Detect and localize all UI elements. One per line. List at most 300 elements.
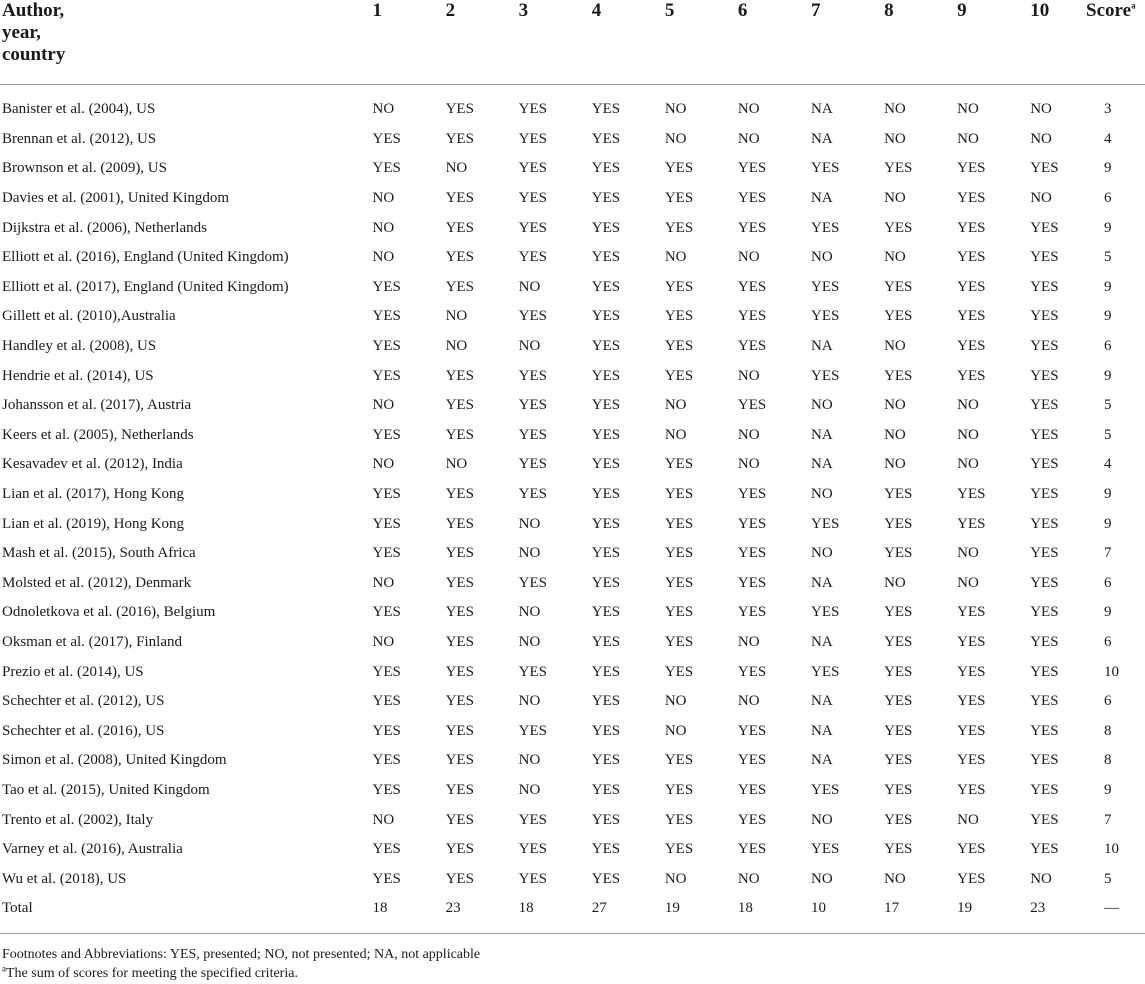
score-cell: 8	[1104, 722, 1112, 739]
criterion-9-cell: YES	[957, 249, 986, 266]
criterion-3-cell: NO	[518, 752, 541, 769]
header-criterion-6: 6	[738, 0, 811, 85]
table-row	[0, 125, 1145, 155]
table-row	[0, 746, 1145, 776]
criterion-2-cell: NO	[445, 308, 468, 325]
criterion-3-cell: YES	[518, 574, 548, 591]
author-cell: Simon et al. (2008), United Kingdom	[2, 752, 227, 769]
criterion-8-cell: YES	[884, 308, 913, 325]
criterion-7-cell: NO	[810, 486, 833, 503]
criterion-7-cell: NO	[810, 545, 833, 562]
criterion-1-cell: YES	[372, 367, 401, 384]
criterion-8-cell: YES	[884, 486, 913, 503]
criterion-6-cell: NO	[737, 249, 760, 266]
criterion-4-cell: YES	[591, 604, 621, 621]
footnote-score-definition: $^a$The sum of scores for meeting the specified criteria.	[2, 963, 298, 981]
criterion-3-cell: YES	[518, 397, 548, 414]
criterion-1-cell: NO	[372, 190, 395, 207]
criterion-9-cell: YES	[957, 722, 986, 739]
criterion-6-cell: YES	[737, 545, 767, 562]
criterion-10-cell: YES	[1030, 545, 1059, 562]
score-cell: 9	[1104, 308, 1112, 325]
criterion-2-cell: YES	[445, 249, 474, 266]
criterion-10-cell: YES	[1030, 397, 1059, 414]
criterion-9-cell: YES	[957, 841, 986, 858]
table-row	[0, 539, 1145, 569]
criterion-2-cell: 23	[445, 900, 461, 917]
author-cell: Lian et al. (2019), Hong Kong	[2, 515, 185, 532]
criterion-6-cell: YES	[737, 515, 767, 532]
criterion-1-cell: NO	[372, 101, 395, 118]
criterion-3-cell: NO	[518, 781, 541, 798]
author-cell: Keers et al. (2005), Netherlands	[2, 426, 194, 443]
criterion-1-cell: YES	[372, 604, 401, 621]
table-row	[0, 243, 1145, 273]
score-cell: 9	[1104, 604, 1112, 621]
criterion-1-cell: YES	[372, 160, 401, 177]
criterion-1-cell: NO	[372, 397, 395, 414]
criterion-4-cell: YES	[591, 752, 621, 769]
criterion-3-cell: YES	[518, 456, 548, 473]
table-row	[0, 302, 1145, 332]
criterion-10-cell: YES	[1030, 278, 1059, 295]
criterion-5-cell: YES	[664, 338, 694, 355]
criterion-4-cell: YES	[591, 663, 621, 680]
criterion-5-cell: YES	[664, 604, 694, 621]
criterion-2-cell: YES	[445, 633, 474, 650]
header-author: Author, year, country	[0, 0, 373, 85]
criterion-7-cell: NO	[810, 870, 833, 887]
criterion-8-cell: YES	[884, 515, 913, 532]
header-criterion-2: 2	[446, 0, 519, 85]
criterion-5-cell: NO	[664, 101, 687, 118]
criterion-7-cell: YES	[810, 160, 840, 177]
criterion-5-cell: NO	[664, 130, 687, 147]
criterion-8-cell: NO	[884, 426, 906, 443]
criterion-2-cell: YES	[445, 515, 474, 532]
criterion-2-cell: YES	[445, 781, 474, 798]
criterion-7-cell: NA	[810, 693, 833, 710]
criterion-10-cell: YES	[1030, 781, 1059, 798]
author-cell: Banister et al. (2004), US	[2, 101, 156, 118]
criterion-9-cell: YES	[957, 752, 986, 769]
table-row	[0, 95, 1145, 125]
criterion-7-cell: NA	[810, 633, 833, 650]
criterion-5-cell: NO	[664, 722, 687, 739]
criterion-4-cell: YES	[591, 693, 621, 710]
criterion-10-cell: YES	[1030, 219, 1059, 236]
criterion-10-cell: NO	[1030, 130, 1052, 147]
criterion-9-cell: NO	[957, 456, 979, 473]
criterion-1-cell: YES	[372, 515, 401, 532]
criterion-5-cell: NO	[664, 397, 687, 414]
criterion-8-cell: YES	[884, 219, 913, 236]
header-criterion-4: 4	[592, 0, 665, 85]
criterion-3-cell: YES	[518, 486, 548, 503]
criterion-4-cell: YES	[591, 190, 621, 207]
criterion-10-cell: YES	[1030, 693, 1059, 710]
criterion-7-cell: 10	[810, 900, 826, 917]
author-cell: Kesavadev et al. (2012), India	[2, 456, 183, 473]
criterion-6-cell: NO	[737, 693, 760, 710]
criterion-9-cell: YES	[957, 190, 986, 207]
criterion-6-cell: YES	[737, 663, 767, 680]
author-cell: Tao et al. (2015), United Kingdom	[2, 781, 210, 798]
criterion-4-cell: YES	[591, 101, 621, 118]
criterion-9-cell: YES	[957, 278, 986, 295]
header-row	[0, 0, 1145, 85]
criterion-9-cell: YES	[957, 870, 986, 887]
criterion-1-cell: YES	[372, 486, 401, 503]
criterion-5-cell: NO	[664, 693, 687, 710]
criterion-4-cell: YES	[591, 486, 621, 503]
author-cell: Oksman et al. (2017), Finland	[2, 633, 182, 650]
criterion-6-cell: YES	[737, 574, 767, 591]
criterion-8-cell: YES	[884, 160, 913, 177]
criterion-7-cell: YES	[810, 278, 840, 295]
criterion-10-cell: YES	[1030, 722, 1059, 739]
criterion-6-cell: YES	[737, 781, 767, 798]
criterion-6-cell: NO	[737, 870, 760, 887]
criterion-2-cell: YES	[445, 367, 474, 384]
criterion-9-cell: YES	[957, 633, 986, 650]
author-cell: Elliott et al. (2016), England (United Kingdom)	[2, 249, 289, 266]
criterion-8-cell: NO	[884, 249, 906, 266]
table-row	[0, 598, 1145, 628]
criterion-8-cell: NO	[884, 574, 906, 591]
criterion-10-cell: NO	[1030, 101, 1052, 118]
table-row	[0, 628, 1145, 658]
criterion-7-cell: NA	[810, 456, 833, 473]
criterion-8-cell: YES	[884, 604, 913, 621]
table-row	[0, 569, 1145, 599]
criterion-2-cell: YES	[445, 545, 474, 562]
score-cell: 6	[1104, 693, 1112, 710]
criterion-2-cell: YES	[445, 219, 474, 236]
score-cell: 5	[1104, 397, 1112, 414]
criterion-10-cell: YES	[1030, 486, 1059, 503]
table-row	[0, 391, 1145, 421]
author-cell: Davies et al. (2001), United Kingdom	[2, 190, 230, 207]
criterion-4-cell: YES	[591, 278, 621, 295]
criterion-3-cell: YES	[518, 663, 548, 680]
criterion-1-cell: YES	[372, 426, 401, 443]
criterion-1-cell: NO	[372, 811, 395, 828]
criterion-7-cell: YES	[810, 308, 840, 325]
criterion-9-cell: NO	[957, 101, 979, 118]
author-cell: Handley et al. (2008), US	[2, 338, 157, 355]
author-cell: Mash et al. (2015), South Africa	[2, 545, 196, 562]
author-cell: Hendrie et al. (2014), US	[2, 367, 154, 384]
table-row	[0, 716, 1145, 746]
table-row	[0, 450, 1145, 480]
criterion-4-cell: YES	[591, 515, 621, 532]
table-row	[0, 361, 1145, 391]
score-cell: 6	[1104, 190, 1112, 207]
criterion-6-cell: YES	[737, 811, 767, 828]
criterion-8-cell: YES	[884, 722, 913, 739]
table-row	[0, 154, 1145, 184]
criterion-4-cell: YES	[591, 781, 621, 798]
score-cell: 9	[1104, 219, 1112, 236]
table-row	[0, 213, 1145, 243]
criterion-6-cell: YES	[737, 722, 767, 739]
criterion-3-cell: YES	[518, 190, 548, 207]
author-cell: Johansson et al. (2017), Austria	[2, 397, 192, 414]
score-cell: 9	[1104, 781, 1112, 798]
criterion-10-cell: YES	[1030, 160, 1059, 177]
criterion-4-cell: YES	[591, 841, 621, 858]
table-row	[0, 480, 1145, 510]
criterion-5-cell: YES	[664, 367, 694, 384]
criterion-2-cell: YES	[445, 426, 474, 443]
criterion-5-cell: NO	[664, 870, 687, 887]
author-cell: Dijkstra et al. (2006), Netherlands	[2, 219, 207, 236]
criterion-7-cell: NA	[810, 426, 833, 443]
criterion-2-cell: YES	[445, 101, 474, 118]
criterion-6-cell: YES	[737, 486, 767, 503]
criterion-8-cell: NO	[884, 338, 906, 355]
score-cell: 5	[1104, 870, 1112, 887]
criterion-8-cell: YES	[884, 781, 913, 798]
criterion-9-cell: NO	[957, 545, 979, 562]
criterion-5-cell: YES	[664, 663, 694, 680]
total-row	[0, 894, 1145, 923]
score-cell: 9	[1104, 367, 1112, 384]
criterion-9-cell: YES	[957, 486, 986, 503]
author-cell: Molsted et al. (2012), Denmark	[2, 574, 192, 591]
criterion-3-cell: NO	[518, 633, 541, 650]
score-cell: 4	[1104, 456, 1112, 473]
criterion-5-cell: YES	[664, 811, 694, 828]
criterion-2-cell: YES	[445, 486, 474, 503]
table-row	[0, 332, 1145, 362]
criterion-7-cell: NO	[810, 811, 833, 828]
criterion-4-cell: YES	[591, 219, 621, 236]
criterion-3-cell: 18	[518, 900, 534, 917]
criterion-4-cell: YES	[591, 308, 621, 325]
criterion-1-cell: YES	[372, 722, 401, 739]
criterion-6-cell: YES	[737, 604, 767, 621]
criterion-3-cell: YES	[518, 101, 548, 118]
criterion-6-cell: NO	[737, 130, 760, 147]
criterion-1-cell: YES	[372, 308, 401, 325]
criterion-2-cell: YES	[445, 841, 474, 858]
criterion-1-cell: NO	[372, 219, 395, 236]
criterion-2-cell: NO	[445, 338, 468, 355]
criterion-8-cell: YES	[884, 841, 913, 858]
criterion-2-cell: YES	[445, 811, 474, 828]
criterion-10-cell: YES	[1030, 426, 1059, 443]
criterion-3-cell: YES	[518, 308, 548, 325]
criterion-10-cell: YES	[1030, 456, 1059, 473]
author-cell: Brownson et al. (2009), US	[2, 160, 167, 177]
criterion-8-cell: YES	[884, 278, 913, 295]
criterion-4-cell: YES	[591, 130, 621, 147]
table-row	[0, 864, 1145, 894]
criterion-10-cell: YES	[1030, 515, 1059, 532]
criterion-10-cell: 23	[1030, 900, 1046, 917]
criterion-3-cell: YES	[518, 870, 548, 887]
table-row	[0, 184, 1145, 214]
criterion-2-cell: YES	[445, 604, 474, 621]
criterion-7-cell: NA	[810, 574, 833, 591]
criterion-5-cell: YES	[664, 545, 694, 562]
score-cell: 8	[1104, 752, 1112, 769]
header-criterion-7: 7	[811, 0, 884, 85]
criterion-1-cell: NO	[372, 456, 395, 473]
criterion-1-cell: YES	[372, 870, 401, 887]
criterion-7-cell: YES	[810, 663, 840, 680]
criterion-9-cell: YES	[957, 515, 986, 532]
table-row	[0, 421, 1145, 451]
criterion-1-cell: NO	[372, 633, 395, 650]
criterion-2-cell: YES	[445, 752, 474, 769]
score-cell: 9	[1104, 515, 1112, 532]
criterion-1-cell: YES	[372, 663, 401, 680]
criterion-9-cell: YES	[957, 604, 986, 621]
criterion-3-cell: YES	[518, 811, 548, 828]
criterion-6-cell: YES	[737, 308, 767, 325]
criterion-6-cell: NO	[737, 426, 760, 443]
criterion-8-cell: YES	[884, 367, 913, 384]
criterion-2-cell: YES	[445, 722, 474, 739]
criterion-8-cell: YES	[884, 811, 913, 828]
score-cell: 9	[1104, 278, 1112, 295]
criterion-7-cell: YES	[810, 841, 840, 858]
criterion-9-cell: NO	[957, 811, 979, 828]
author-cell: Gillett et al. (2010),Australia	[2, 308, 176, 325]
criterion-8-cell: YES	[884, 633, 913, 650]
table-row	[0, 657, 1145, 687]
score-cell: 9	[1104, 486, 1112, 503]
criterion-3-cell: YES	[518, 722, 548, 739]
criterion-4-cell: YES	[591, 633, 621, 650]
criterion-7-cell: YES	[810, 367, 840, 384]
table-row	[0, 805, 1145, 835]
author-cell: Schechter et al. (2012), US	[2, 693, 165, 710]
criterion-1-cell: YES	[372, 752, 401, 769]
criterion-6-cell: YES	[737, 190, 767, 207]
criterion-7-cell: NA	[810, 130, 833, 147]
criterion-8-cell: NO	[884, 190, 906, 207]
criterion-3-cell: YES	[518, 249, 548, 266]
criterion-8-cell: YES	[884, 545, 913, 562]
criterion-5-cell: YES	[664, 308, 694, 325]
total-label: Total	[2, 900, 33, 917]
criterion-9-cell: YES	[957, 781, 986, 798]
criterion-10-cell: YES	[1030, 841, 1059, 858]
criterion-1-cell: NO	[372, 249, 395, 266]
criterion-10-cell: YES	[1030, 338, 1059, 355]
criterion-3-cell: NO	[518, 278, 541, 295]
criterion-6-cell: YES	[737, 841, 767, 858]
criterion-10-cell: YES	[1030, 752, 1059, 769]
criterion-1-cell: 18	[372, 900, 388, 917]
criterion-3-cell: YES	[518, 426, 548, 443]
criterion-7-cell: YES	[810, 515, 840, 532]
criterion-2-cell: YES	[445, 870, 474, 887]
criterion-3-cell: YES	[518, 219, 548, 236]
criterion-5-cell: YES	[664, 515, 694, 532]
criterion-1-cell: YES	[372, 338, 401, 355]
criterion-8-cell: NO	[884, 456, 906, 473]
author-cell: Wu et al. (2018), US	[2, 870, 127, 887]
criterion-1-cell: YES	[372, 693, 401, 710]
header-criterion-3: 3	[519, 0, 592, 85]
criterion-5-cell: YES	[664, 574, 694, 591]
criterion-1-cell: NO	[372, 574, 395, 591]
criterion-4-cell: YES	[591, 338, 621, 355]
header-criterion-10: 10	[1030, 0, 1086, 85]
criterion-4-cell: 27	[591, 900, 607, 917]
score-cell: 6	[1104, 574, 1112, 591]
author-cell: Schechter et al. (2016), US	[2, 722, 165, 739]
table-row	[0, 776, 1145, 806]
criterion-2-cell: NO	[445, 456, 468, 473]
criterion-6-cell: NO	[737, 456, 760, 473]
header-criterion-5: 5	[665, 0, 738, 85]
criterion-5-cell: NO	[664, 426, 687, 443]
criterion-5-cell: YES	[664, 486, 694, 503]
criterion-10-cell: YES	[1030, 574, 1059, 591]
criterion-5-cell: YES	[664, 278, 694, 295]
criterion-8-cell: YES	[884, 663, 913, 680]
criterion-2-cell: NO	[445, 160, 468, 177]
criterion-9-cell: NO	[957, 574, 979, 591]
criterion-8-cell: 17	[884, 900, 900, 917]
criterion-10-cell: NO	[1030, 870, 1052, 887]
header-criterion-9: 9	[957, 0, 1030, 85]
criterion-2-cell: YES	[445, 574, 474, 591]
criterion-3-cell: YES	[518, 367, 548, 384]
footnote-abbreviations: Footnotes and Abbreviations: YES, presented; NO, not presented; NA, not applicable	[2, 947, 481, 962]
author-cell: Varney et al. (2016), Australia	[2, 841, 183, 858]
criterion-7-cell: NA	[810, 338, 833, 355]
criterion-1-cell: YES	[372, 781, 401, 798]
criterion-9-cell: YES	[957, 308, 986, 325]
score-cell: 9	[1104, 160, 1112, 177]
criterion-7-cell: NA	[810, 722, 833, 739]
criterion-3-cell: NO	[518, 515, 541, 532]
criterion-9-cell: YES	[957, 338, 986, 355]
score-cell: —	[1104, 900, 1120, 917]
criterion-6-cell: YES	[737, 397, 767, 414]
criterion-5-cell: YES	[664, 456, 694, 473]
score-cell: 6	[1104, 633, 1112, 650]
criterion-9-cell: YES	[957, 219, 986, 236]
criterion-4-cell: YES	[591, 456, 621, 473]
criterion-4-cell: YES	[591, 870, 621, 887]
author-cell: Elliott et al. (2017), England (United Kingdom)	[2, 278, 289, 295]
header-criterion-1: 1	[373, 0, 446, 85]
criterion-4-cell: YES	[591, 545, 621, 562]
criterion-4-cell: YES	[591, 249, 621, 266]
criterion-4-cell: YES	[591, 811, 621, 828]
criterion-4-cell: YES	[591, 397, 621, 414]
author-cell: Lian et al. (2017), Hong Kong	[2, 486, 185, 503]
criterion-2-cell: YES	[445, 130, 474, 147]
criterion-9-cell: YES	[957, 663, 986, 680]
criterion-8-cell: YES	[884, 752, 913, 769]
criterion-3-cell: YES	[518, 160, 548, 177]
criterion-3-cell: NO	[518, 545, 541, 562]
criterion-10-cell: YES	[1030, 367, 1059, 384]
criterion-5-cell: YES	[664, 752, 694, 769]
author-cell: Trento et al. (2002), Italy	[2, 811, 154, 828]
criterion-10-cell: YES	[1030, 663, 1059, 680]
criterion-7-cell: NO	[810, 249, 833, 266]
